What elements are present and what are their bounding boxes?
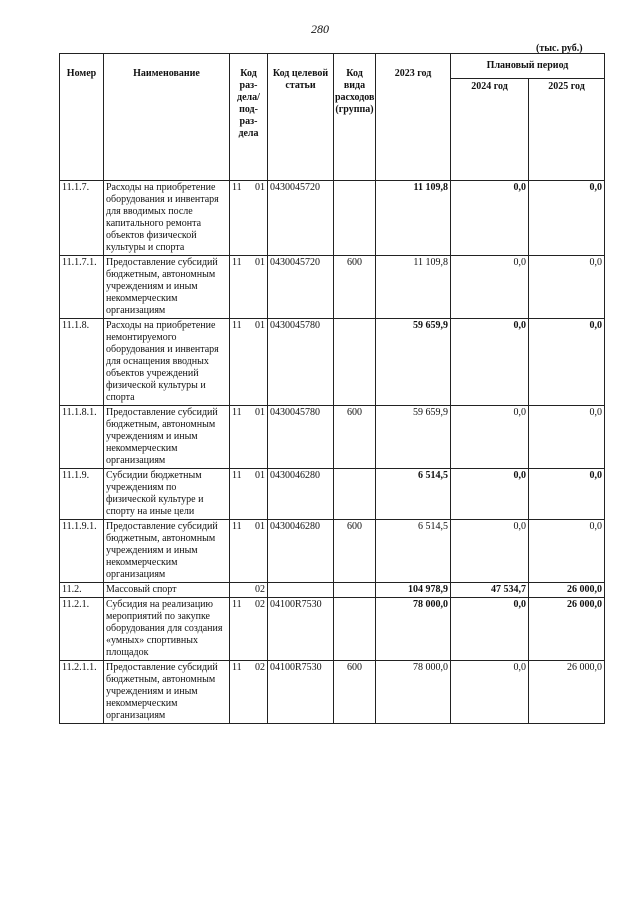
- table-row: [60, 598, 605, 661]
- row-number: 11.2.: [60, 583, 104, 598]
- row-name: Предоставление субсидий бюджетным, автономным учреждениям и иным некоммерческим организациям: [104, 256, 230, 319]
- table-row: [60, 319, 605, 406]
- row-section-code: [230, 256, 268, 319]
- header-target-code: Код целевой статьи: [268, 54, 334, 181]
- row-2024: 0,0: [451, 256, 529, 319]
- row-2023: 59 659,9: [376, 319, 451, 406]
- row-number: 11.1.7.: [60, 181, 104, 256]
- row-number: 11.1.8.1.: [60, 406, 104, 469]
- budget-table: [59, 53, 605, 724]
- row-section-code: [230, 319, 268, 406]
- row-2024: 47 534,7: [451, 583, 529, 598]
- row-2025: 0,0: [529, 181, 605, 256]
- row-2025: 26 000,0: [529, 661, 605, 724]
- units-label: (тыс. руб.): [536, 43, 583, 54]
- row-number: 11.2.1.1.: [60, 661, 104, 724]
- row-2023: 78 000,0: [376, 598, 451, 661]
- row-target-code: [268, 583, 334, 598]
- row-section-code: [230, 520, 268, 583]
- row-expense-code: [334, 181, 376, 256]
- row-target-code: 0430045780: [268, 406, 334, 469]
- row-razdel: 11: [232, 470, 242, 481]
- row-number: 11.1.9.1.: [60, 520, 104, 583]
- header-name: Наименование: [104, 54, 230, 181]
- row-razdel: 11: [232, 599, 242, 610]
- row-name: Субсидия на реализацию мероприятий по закупке оборудования для создания «умных» спортивных площадок: [104, 598, 230, 661]
- row-podrazdel: 01: [255, 470, 265, 481]
- row-2023: 6 514,5: [376, 520, 451, 583]
- row-2024: 0,0: [451, 520, 529, 583]
- header-2024: 2024 год: [451, 79, 529, 181]
- table-row: [60, 181, 605, 256]
- row-2025: 0,0: [529, 469, 605, 520]
- table-row: [60, 406, 605, 469]
- row-number: 11.1.8.: [60, 319, 104, 406]
- row-2025: 0,0: [529, 319, 605, 406]
- row-razdel: 11: [232, 407, 242, 418]
- row-section-code: [230, 583, 268, 598]
- row-2024: 0,0: [451, 319, 529, 406]
- row-expense-code: [334, 469, 376, 520]
- row-number: 11.1.7.1.: [60, 256, 104, 319]
- row-razdel: 11: [232, 662, 242, 673]
- row-2024: 0,0: [451, 469, 529, 520]
- row-2024: 0,0: [451, 598, 529, 661]
- row-2023: 6 514,5: [376, 469, 451, 520]
- row-expense-code: 600: [334, 406, 376, 469]
- row-podrazdel: 02: [255, 662, 265, 673]
- row-podrazdel: 02: [255, 599, 265, 610]
- table-row: [60, 469, 605, 520]
- row-section-code: [230, 469, 268, 520]
- row-name: Расходы на приобретение оборудования и инвентаря для вводимых после капитального ремонта объектов физической культуры и спорта: [104, 181, 230, 256]
- table-row: [60, 256, 605, 319]
- row-razdel: 11: [232, 182, 242, 193]
- row-2024: 0,0: [451, 661, 529, 724]
- row-section-code: [230, 181, 268, 256]
- page-number: 280: [311, 22, 329, 36]
- row-2023: 59 659,9: [376, 406, 451, 469]
- row-2023: 11 109,8: [376, 181, 451, 256]
- row-2024: 0,0: [451, 406, 529, 469]
- header-expense-code: Код вида расходов (группа): [334, 54, 376, 181]
- row-razdel: 11: [232, 320, 242, 331]
- header-section-code: Код раз-дела/ под-раз-дела: [230, 54, 268, 181]
- row-expense-code: 600: [334, 256, 376, 319]
- row-target-code: 0430045720: [268, 181, 334, 256]
- header-2023: 2023 год: [376, 54, 451, 181]
- row-podrazdel: 01: [255, 407, 265, 418]
- row-target-code: 04100R7530: [268, 661, 334, 724]
- row-number: 11.2.1.: [60, 598, 104, 661]
- row-name: Расходы на приобретение немонтируемого оборудования и инвентаря для оснащения вводных объектов учреждений физической культуры и спорта: [104, 319, 230, 406]
- row-2025: 26 000,0: [529, 583, 605, 598]
- row-name: Субсидии бюджетным учреждениям по физической культуре и спорту на иные цели: [104, 469, 230, 520]
- row-target-code: 04100R7530: [268, 598, 334, 661]
- row-section-code: [230, 661, 268, 724]
- row-expense-code: 600: [334, 520, 376, 583]
- row-target-code: 0430046280: [268, 469, 334, 520]
- row-section-code: [230, 406, 268, 469]
- row-number: 11.1.9.: [60, 469, 104, 520]
- row-razdel: 11: [232, 521, 242, 532]
- row-expense-code: [334, 583, 376, 598]
- row-2025: 0,0: [529, 520, 605, 583]
- row-podrazdel: 01: [255, 257, 265, 268]
- row-2025: 0,0: [529, 406, 605, 469]
- row-2023: 78 000,0: [376, 661, 451, 724]
- row-name: Предоставление субсидий бюджетным, автономным учреждениям и иным некоммерческим организациям: [104, 520, 230, 583]
- row-2025: 26 000,0: [529, 598, 605, 661]
- header-number: Номер: [60, 54, 104, 181]
- header-planned-period: Плановый период: [451, 54, 605, 79]
- row-expense-code: 600: [334, 661, 376, 724]
- row-section-code: [230, 598, 268, 661]
- row-podrazdel: 01: [255, 182, 265, 193]
- row-razdel: 11: [232, 257, 242, 268]
- row-target-code: 0430046280: [268, 520, 334, 583]
- row-podrazdel: 02: [255, 584, 265, 595]
- row-podrazdel: 01: [255, 521, 265, 532]
- table-row: [60, 520, 605, 583]
- row-name: Предоставление субсидий бюджетным, автономным учреждениям и иным некоммерческим организациям: [104, 406, 230, 469]
- row-2024: 0,0: [451, 181, 529, 256]
- row-name: Массовый спорт: [104, 583, 230, 598]
- row-target-code: 0430045720: [268, 256, 334, 319]
- row-2023: 11 109,8: [376, 256, 451, 319]
- row-target-code: 0430045780: [268, 319, 334, 406]
- table-row: [60, 583, 605, 598]
- row-podrazdel: 01: [255, 320, 265, 331]
- row-name: Предоставление субсидий бюджетным, автономным учреждениям и иным некоммерческим организациям: [104, 661, 230, 724]
- row-expense-code: [334, 598, 376, 661]
- header-2025: 2025 год: [529, 79, 605, 181]
- table-row: [60, 661, 605, 724]
- row-2025: 0,0: [529, 256, 605, 319]
- row-expense-code: [334, 319, 376, 406]
- row-2023: 104 978,9: [376, 583, 451, 598]
